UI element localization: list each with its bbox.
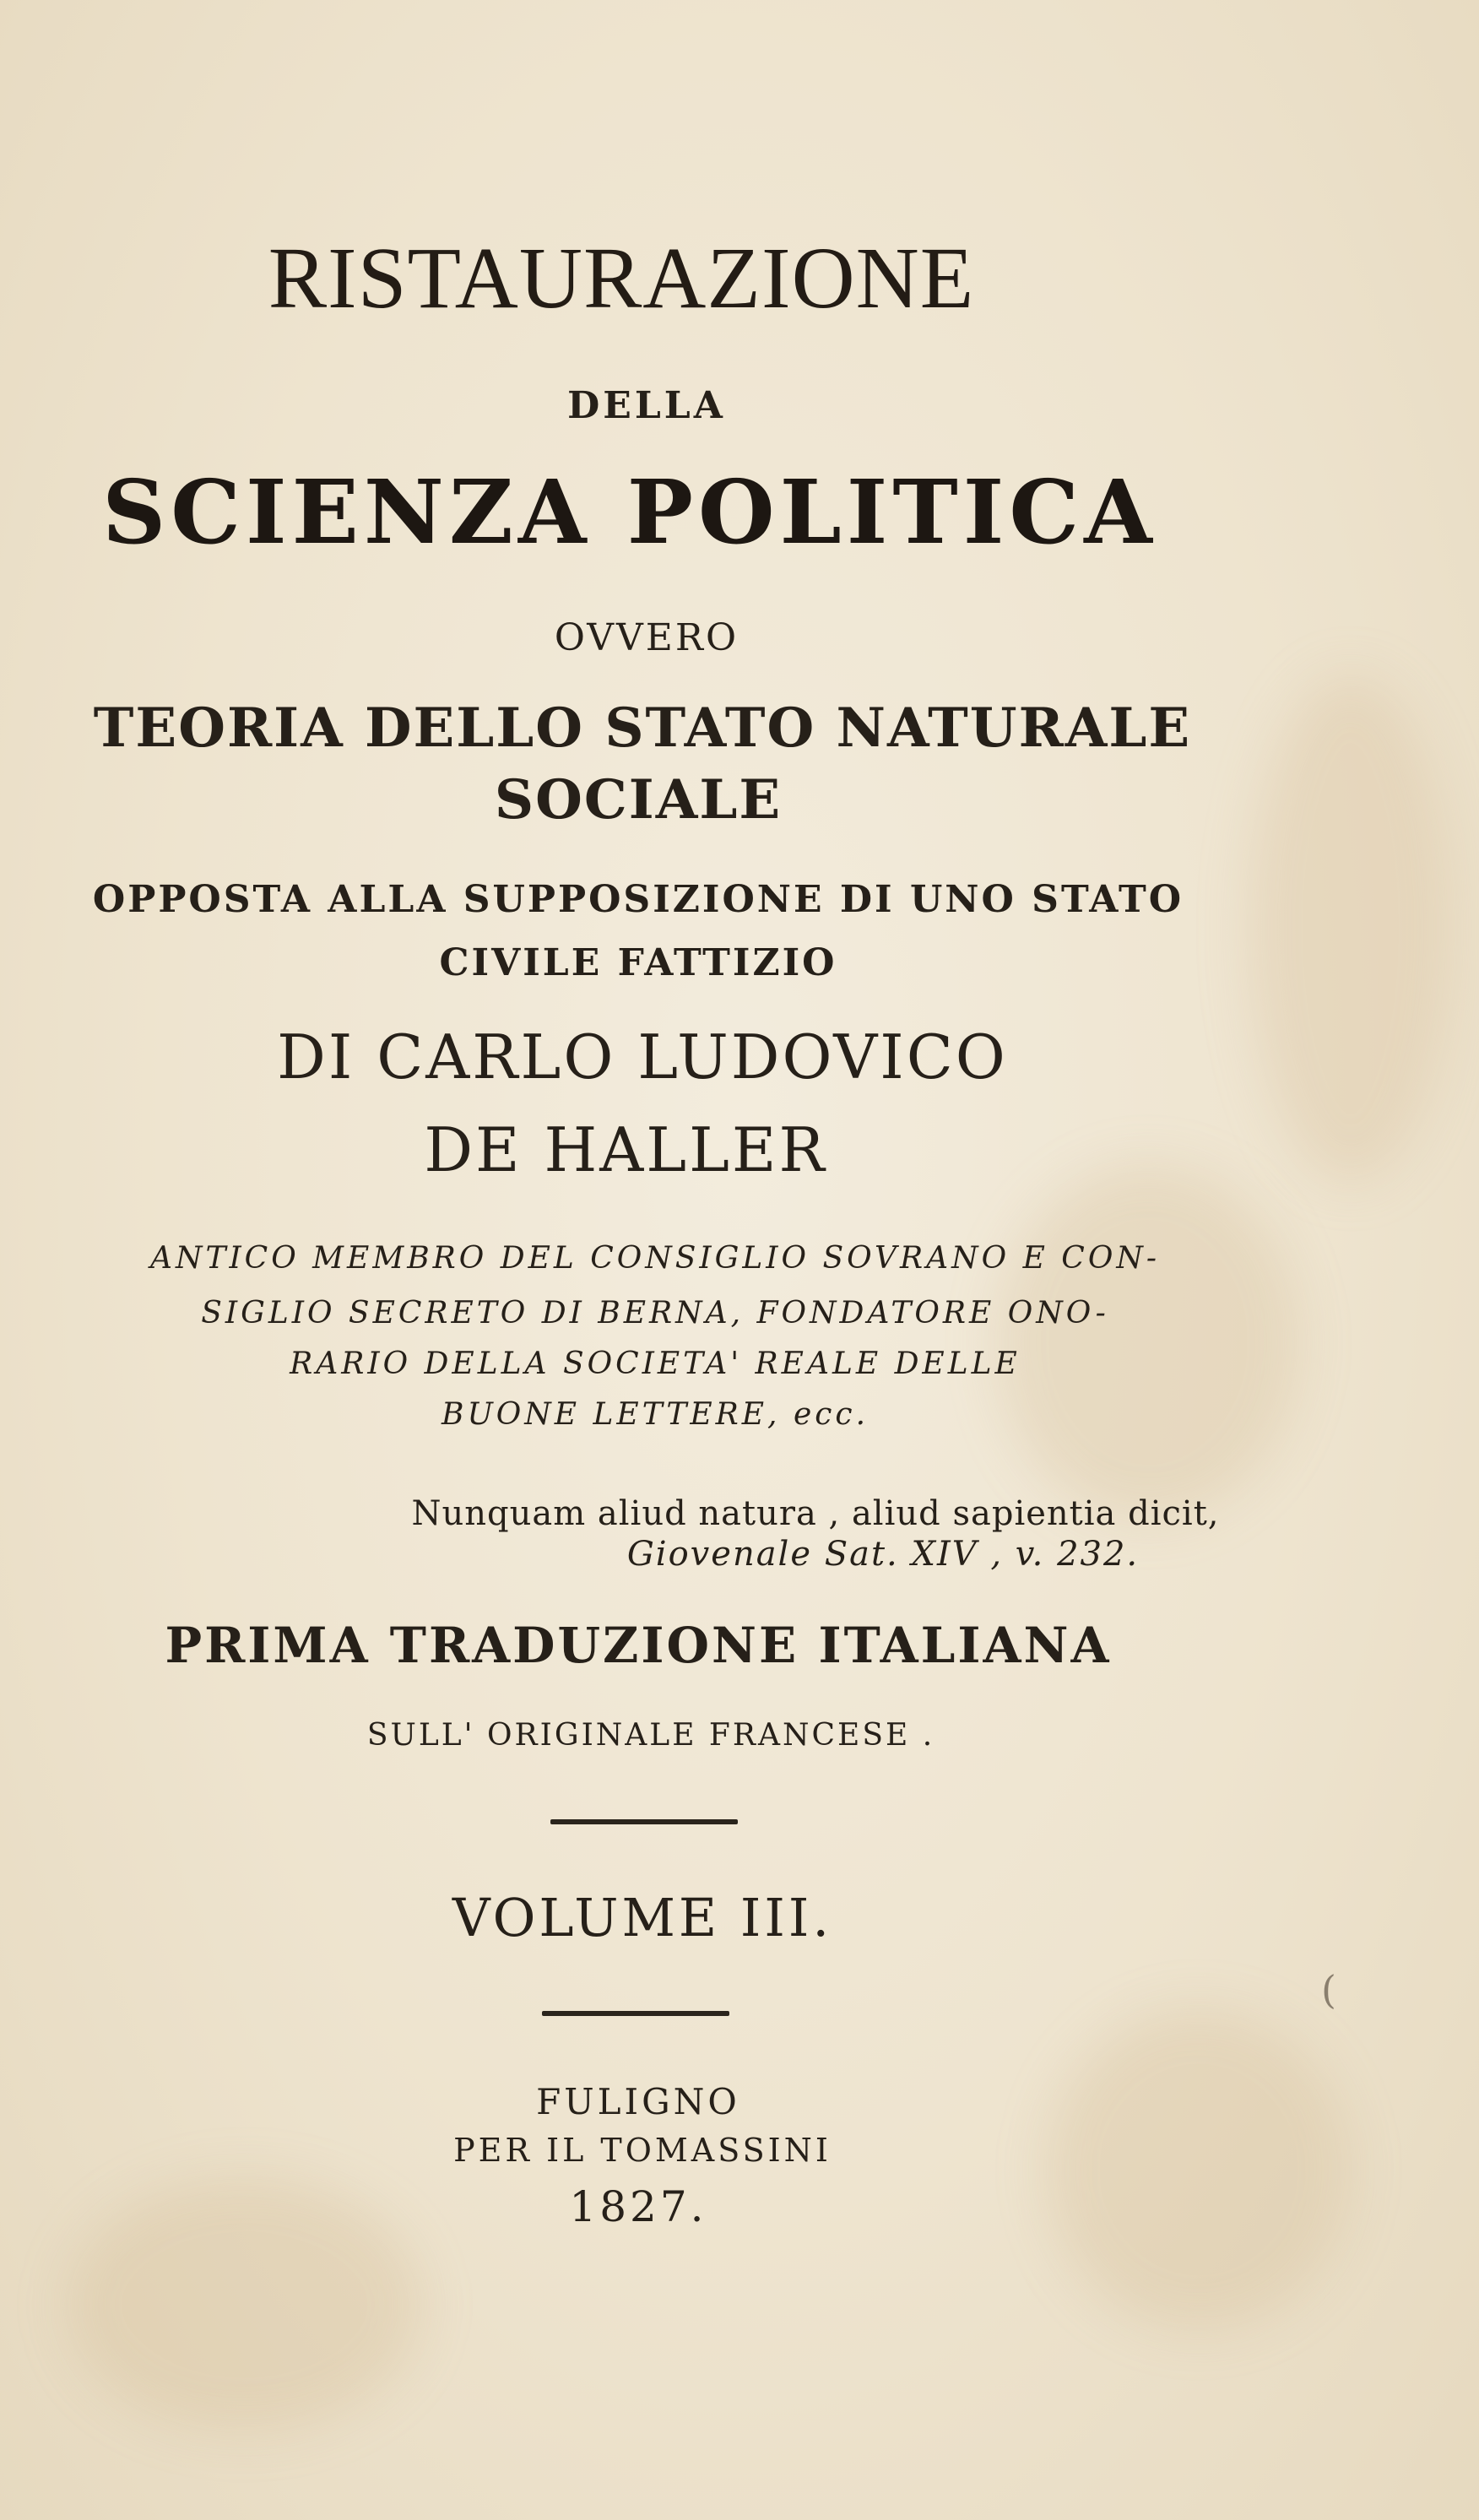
volume-number: VOLUME III. <box>452 1887 833 1948</box>
divider-rule-bottom <box>542 2011 729 2016</box>
imprint-place: FULIGNO <box>536 2081 740 2122</box>
author-titles-line: ANTICO MEMBRO DEL CONSIGLIO SOVRANO E CON- <box>149 1241 1161 1276</box>
subtitle-line-2: SOCIALE <box>494 768 783 832</box>
book-title: RISTAURAZIONE <box>268 230 975 327</box>
author-titles-line: BUONE LETTERE, ecc. <box>441 1397 870 1432</box>
subtitle-line-1: TEORIA DELLO STATO NATURALE <box>93 696 1192 760</box>
description-line-1: OPPOSTA ALLA SUPPOSIZIONE DI UNO STATO <box>92 878 1184 921</box>
author-titles-line: SIGLIO SECRETO DI BERNA, FONDATORE ONO- <box>201 1296 1109 1330</box>
author-name-line-1: DI CARLO LUDOVICO <box>277 1022 1008 1092</box>
author-titles-line: RARIO DELLA SOCIETA' REALE DELLE <box>290 1347 1021 1381</box>
imprint-year: 1827. <box>569 2182 707 2231</box>
original-language-note: SULL' ORIGINALE FRANCESE . <box>366 1718 935 1753</box>
paper-mark: ( <box>1321 1967 1336 2013</box>
ovvero-connector: OVVERO <box>554 616 740 659</box>
description-line-2: CIVILE FATTIZIO <box>439 941 837 984</box>
paper-stain <box>996 1165 1300 1520</box>
paper-stain <box>1047 2009 1351 2330</box>
divider-rule-top <box>550 1819 738 1824</box>
imprint-printer: PER IL TOMASSINI <box>453 2132 832 2169</box>
author-name-line-2: DE HALLER <box>424 1114 827 1185</box>
edition-statement: PRIMA TRADUZIONE ITALIANA <box>165 1617 1112 1674</box>
title-connector: DELLA <box>567 384 726 427</box>
epigraph-source: Giovenale Sat. XIV , v. 232. <box>626 1535 1140 1574</box>
book-subject: SCIENZA POLITICA <box>102 460 1157 564</box>
epigraph-quote: Nunquam aliud natura , aliud sapientia dicit, <box>411 1494 1220 1533</box>
